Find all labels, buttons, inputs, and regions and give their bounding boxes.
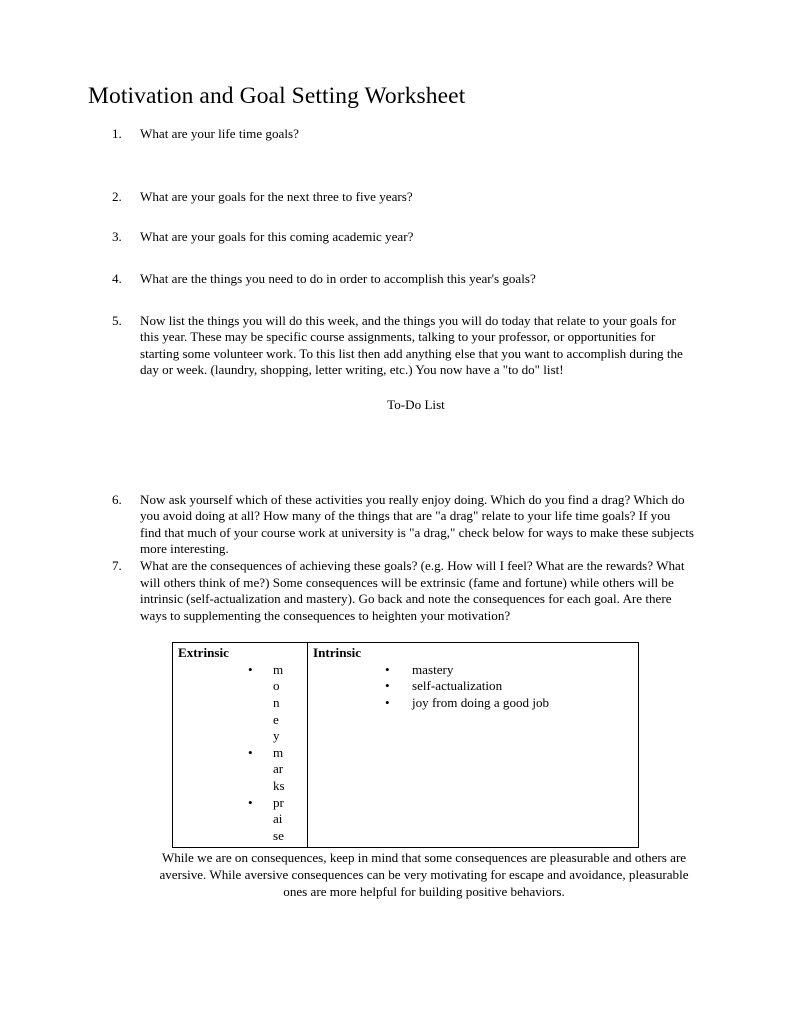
question-item-1 <box>88 126 694 143</box>
bullet-icon: • <box>385 661 390 677</box>
question-number: 6. <box>112 491 122 507</box>
word-fragment: se <box>273 827 284 843</box>
question-item-7 <box>88 558 694 624</box>
todo-answer-space <box>88 414 694 492</box>
extrinsic-header: Extrinsic <box>178 645 229 661</box>
question-item-4 <box>88 271 694 288</box>
word-fragment: m <box>273 744 284 760</box>
consequences-table <box>172 642 639 848</box>
word-fragment: pr <box>273 794 284 810</box>
table-row <box>173 643 639 848</box>
page-title: Motivation and Goal Setting Worksheet <box>88 83 466 109</box>
question-number: 5. <box>112 312 122 328</box>
question-number: 7. <box>112 557 122 573</box>
question-text: Now ask yourself which of these activities you really enjoy doing. Which do you find a drag? Which do you avoid doing at all? How many of the things that are "a drag" relate to your life time goals? If you find that much of your course work at university is "a drag," check below for ways to make these subjects more interesting. <box>140 491 694 557</box>
todo-spacer-top <box>88 379 694 397</box>
list-item <box>385 662 634 679</box>
extrinsic-item-list <box>248 661 285 845</box>
question-text: What are your goals for the next three to five years? <box>140 188 413 204</box>
bullet-icon: • <box>248 794 253 810</box>
word-fragment: o <box>273 678 280 694</box>
bullet-icon: • <box>385 695 390 711</box>
question-item-6 <box>88 492 694 558</box>
list-item <box>248 661 284 745</box>
intrinsic-cell <box>308 643 639 848</box>
question-text: Now list the things you will do this week, and the things you will do today that relate to your goals for this year. These may be specific course assignments, talking to your professor, or opportunities for starting some volunteer work. To this list then add anything else that you want to accomplish during the day or week. (laundry, shopping, letter writing, etc.) You now have a "to do" list! <box>140 312 683 378</box>
question-text: What are your goals for this coming academic year? <box>140 229 414 245</box>
bullet-icon: • <box>385 678 390 694</box>
list-item-label: self-actualization <box>412 678 503 694</box>
question-text: What are your life time goals? <box>140 126 299 142</box>
list-item <box>385 678 634 695</box>
word-fragment: m <box>273 661 284 677</box>
answer-space-1 <box>88 143 694 189</box>
worksheet-question-list <box>88 126 694 624</box>
question-item-3 <box>88 229 694 246</box>
word-fragment: n <box>273 695 280 711</box>
table-spacer-top <box>88 624 694 642</box>
answer-space-4 <box>88 288 694 313</box>
question-text: What are the consequences of achieving these goals? (e.g. How will I feel? What are the rewards? What will others think of me?) Some consequences will be extrinsic (fame and fortune) while others will be intrinsic (self-actualization and mastery). Go back and note the consequences for each goal. Are there ways to supplementing the consequences to heighten your motivation? <box>140 557 685 623</box>
question-number: 4. <box>112 270 122 286</box>
list-item <box>248 744 285 795</box>
answer-space-2 <box>88 205 694 229</box>
document-content <box>88 82 694 900</box>
todo-list-heading: To-Do List <box>387 396 445 412</box>
bullet-icon: • <box>248 744 253 760</box>
consequences-table-wrapper <box>172 642 618 848</box>
answer-space-3 <box>88 246 694 271</box>
closing-note: While we are on consequences, keep in mind that some consequences are pleasurable and others are aversive. While aversive consequences can be very motivating for escape and avoidance, pleasurable ones are more helpful for building positive behaviors. <box>159 850 689 899</box>
question-item-2 <box>88 189 694 206</box>
word-fragment: ai <box>273 811 283 827</box>
word-fragment: e <box>273 711 279 727</box>
question-number: 1. <box>112 126 122 142</box>
question-number: 3. <box>112 229 122 245</box>
question-item-5 <box>88 313 694 379</box>
extrinsic-cell <box>173 643 308 848</box>
word-fragment: ks <box>273 778 285 794</box>
intrinsic-item-list <box>385 662 634 712</box>
question-text: What are the things you need to do in order to accomplish this year's goals? <box>140 270 536 286</box>
list-item-label: joy from doing a good job <box>412 695 550 711</box>
list-item <box>248 794 284 845</box>
word-fragment: ar <box>273 761 284 777</box>
bullet-icon: • <box>248 661 253 677</box>
word-fragment: y <box>273 728 280 744</box>
intrinsic-header: Intrinsic <box>313 645 362 661</box>
list-item <box>385 695 634 712</box>
question-number: 2. <box>112 188 122 204</box>
list-item-label: mastery <box>412 661 454 677</box>
